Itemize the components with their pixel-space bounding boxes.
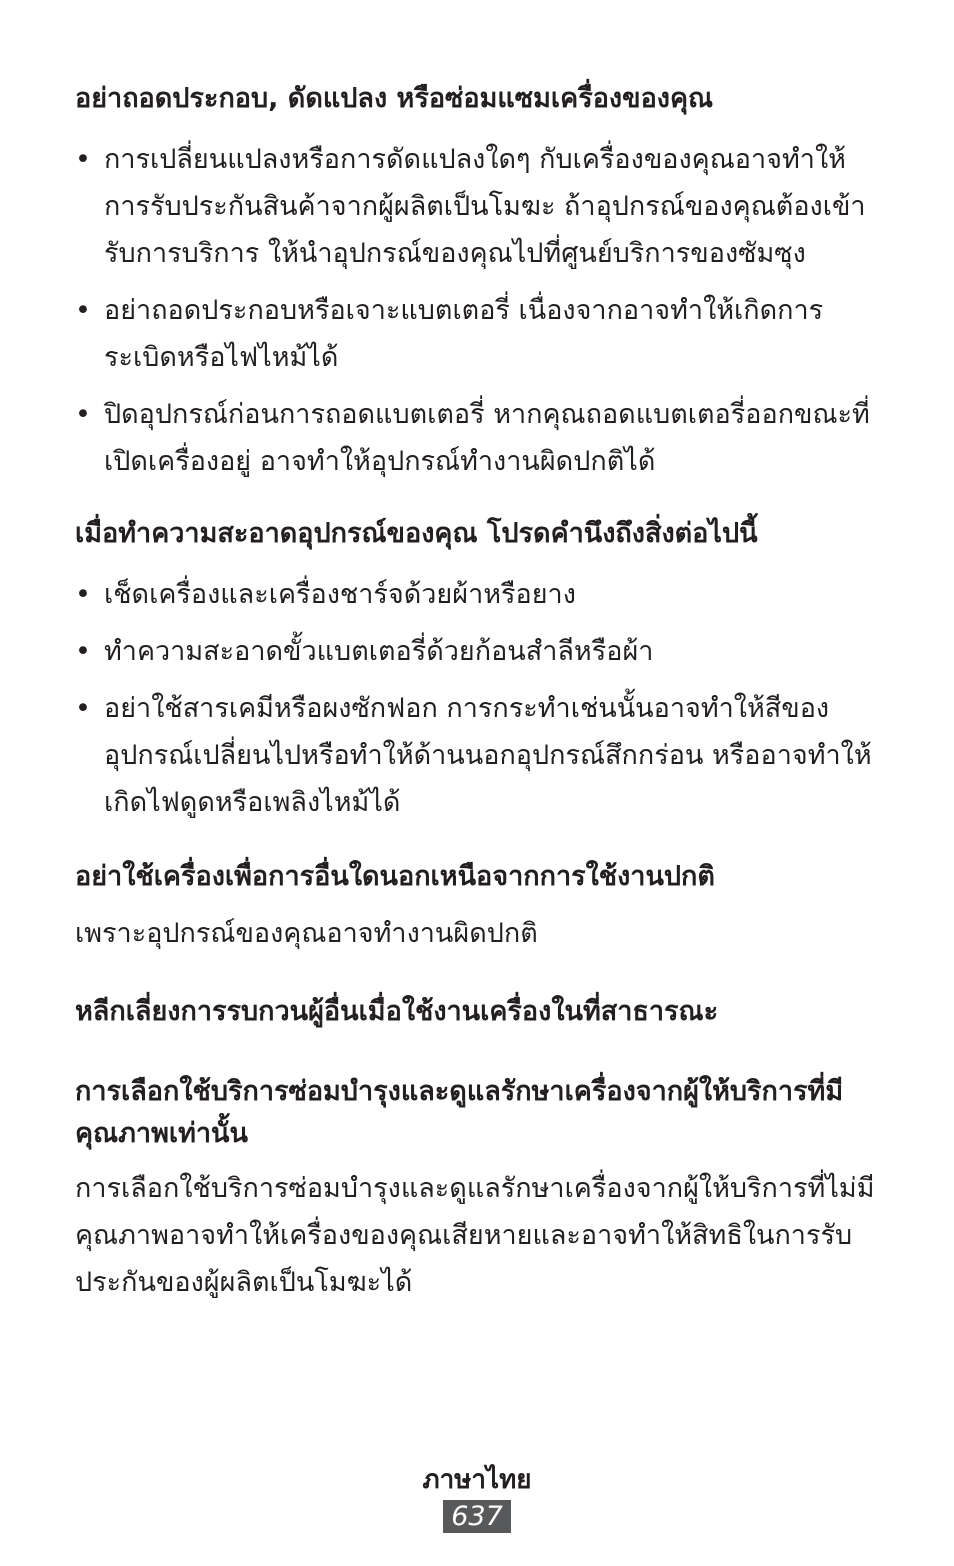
- list-item-text: การเปลี่ยนแปลงหรือการดัดแปลงใดๆ กับเครื่องของคุณอาจทำให้การรับประกันสินค้าจากผู้ผลิตเป็นโมฆะ ถ้าอุปกรณ์ของคุณต้องเข้ารับการบริการ ให้นำอุปกรณ์ของคุณไปที่ศูนย์บริการของซัมซุง: [104, 144, 866, 269]
- bullet-icon: •: [75, 693, 91, 724]
- page-number-badge: 637: [443, 1500, 511, 1533]
- bullet-icon: •: [75, 636, 91, 667]
- section-heading-service: การเลือกใช้บริการซ่อมบำรุงและดูแลรักษาเครื่องจากผู้ให้บริการที่มีคุณภาพเท่านั้น: [75, 1076, 844, 1149]
- section-text-intended-use: เพราะอุปกรณ์ของคุณอาจทำงานผิดปกติ: [75, 918, 538, 949]
- page-footer: [0, 1462, 954, 1533]
- list-item: [75, 571, 890, 618]
- list-item-text: อย่าถอดประกอบหรือเจาะแบตเตอรี่ เนื่องจากอาจทำให้เกิดการระเบิดหรือไฟไหม้ได้: [104, 295, 824, 373]
- list-item-text: ปิดอุปกรณ์ก่อนการถอดแบตเตอรี่ หากคุณถอดแบตเตอรี่ออกขณะที่เปิดเครื่องอยู่ อาจทำให้อุปกรณ์ทำงานผิดปกติได้: [104, 399, 870, 477]
- list-item: [75, 628, 890, 675]
- footer-language-label: ภาษาไทย: [422, 1465, 532, 1495]
- bullet-icon: •: [75, 144, 91, 175]
- bullet-list-cleaning: [75, 571, 890, 826]
- list-item-text: อย่าใช้สารเคมีหรือผงซักฟอก การกระทำเช่นนั้นอาจทำให้สีของอุปกรณ์เปลี่ยนไปหรือทำให้ด้านนอกอุปกรณ์สึกกร่อน หรืออาจทำให้เกิดไฟดูดหรือเพลิงไหม้ได้: [104, 693, 872, 818]
- list-item-text: เช็ดเครื่องและเครื่องชาร์จด้วยผ้าหรือยาง: [104, 579, 576, 610]
- bullet-icon: •: [75, 295, 91, 326]
- bullet-list-disassemble: [75, 136, 890, 485]
- section-heading-disassemble: อย่าถอดประกอบ, ดัดแปลง หรือซ่อมแซมเครื่องของคุณ: [75, 83, 714, 114]
- list-item: [75, 685, 890, 826]
- section-heading-cleaning: เมื่อทำความสะอาดอุปกรณ์ของคุณ โปรดคำนึงถึงสิ่งต่อไปนี้: [75, 518, 758, 549]
- list-item: [75, 287, 890, 381]
- list-item: [75, 391, 890, 485]
- document-body: [75, 78, 890, 1306]
- section-heading-intended-use: อย่าใช้เครื่องเพื่อการอื่นใดนอกเหนือจากการใช้งานปกติ: [75, 861, 715, 892]
- list-item: [75, 136, 890, 277]
- list-item-text: ทำความสะอาดขั้วแบตเตอรี่ด้วยก้อนสำลีหรือผ้า: [104, 636, 654, 667]
- bullet-icon: •: [75, 579, 91, 610]
- section-text-service: การเลือกใช้บริการซ่อมบำรุงและดูแลรักษาเครื่องจากผู้ให้บริการที่ไม่มีคุณภาพอาจทำให้เครื่องของคุณเสียหายและอาจทำให้สิทธิในการรับประกันของผู้ผลิตเป็นโมฆะได้: [75, 1173, 875, 1298]
- bullet-icon: •: [75, 399, 91, 430]
- section-heading-public-use: หลีกเลี่ยงการรบกวนผู้อื่นเมื่อใช้งานเครื่องในที่สาธารณะ: [75, 996, 719, 1027]
